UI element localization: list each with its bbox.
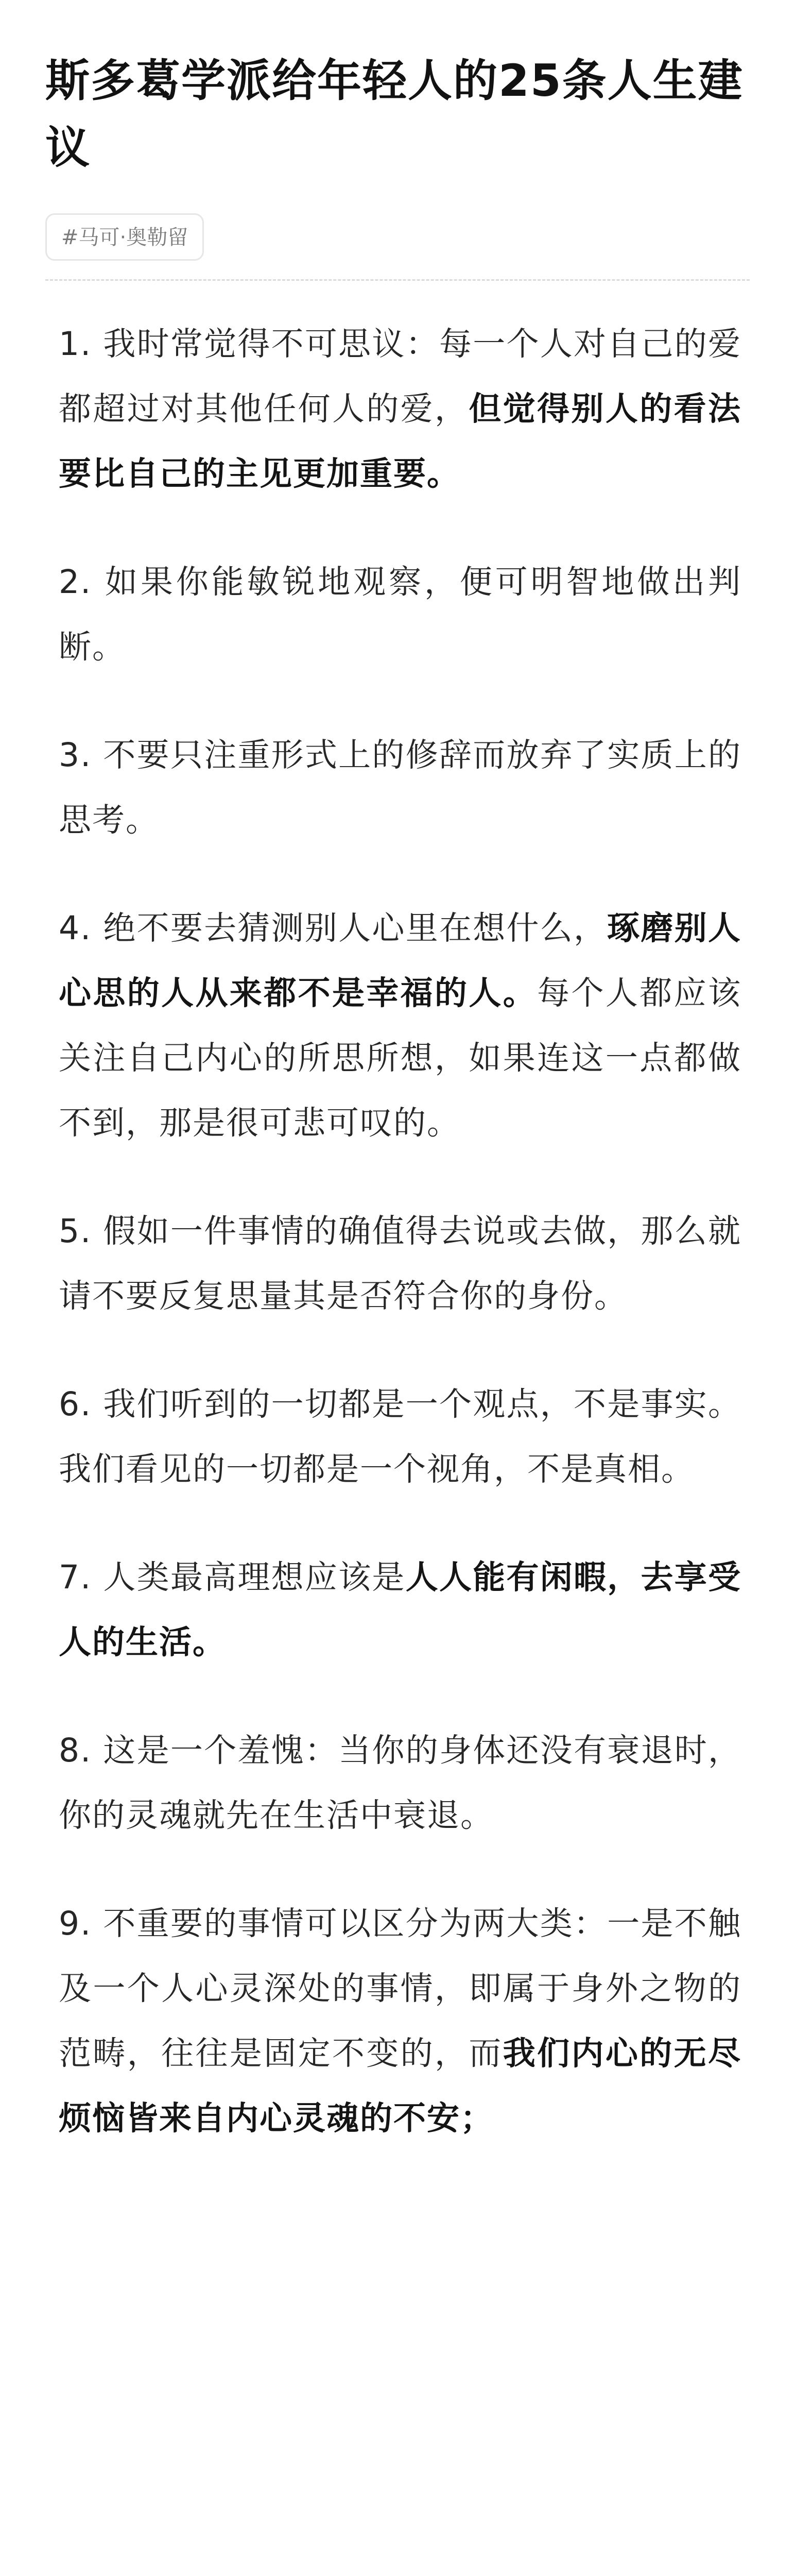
paragraph-text: 8. 这是一个羞愧：当你的身体还没有衰退时，你的灵魂就先在生活中衰退。 [59,1732,741,1834]
paragraph-bold-text: 但觉得别人的看法要比自己的主见更加重要。 [59,390,742,493]
paragraph-text: 7. 人类最高理想应该是 [59,1558,406,1596]
article-content [45,312,750,2151]
paragraph-9 [59,1891,741,2151]
paragraph-bold-text: 琢磨别人心思的人从来都不是幸福的人。 [59,909,742,1012]
paragraph-8 [59,1718,741,1848]
paragraph-6 [59,1372,741,1502]
article-title: 斯多葛学派给年轻人的25条人生建议 [45,55,744,174]
paragraph-2 [59,550,741,680]
divider [45,279,750,281]
paragraph-5 [59,1199,741,1329]
paragraph-text: 1. 我时常觉得不可思议：每一个人对自己的爱都超过对其他任何人的爱， [59,325,741,428]
topic-tag[interactable]: #马可·奥勒留 [45,213,204,261]
paragraph-bold-text: 人人能有闲暇，去享受人的生活。 [59,1558,742,1661]
paragraph-text: 2. 如果你能敏锐地观察，便可明智地做出判断。 [59,563,741,666]
paragraph-1 [59,312,741,506]
paragraph-3 [59,723,741,853]
paragraph-text: 5. 假如一件事情的确值得去说或去做，那么就请不要反复思量其是否符合你的身份。 [59,1212,741,1315]
paragraph-text: 每个人都应该关注自己内心的所思所想，如果连这一点都做不到，那是很可悲可叹的。 [59,974,742,1142]
paragraph-4 [59,896,741,1156]
tag-row [45,213,750,261]
paragraph-text: 9. 不重要的事情可以区分为两大类：一是不触及一个人心灵深处的事情，即属于身外之物的范畴，往往是固定不变的，而 [59,1905,741,2072]
paragraph-text: 6. 我们听到的一切都是一个观点，不是事实。我们看见的一切都是一个视角，不是真相。 [59,1385,741,1488]
paragraph-bold-text: 我们内心的无尽烦恼皆来自内心灵魂的不安； [59,2035,742,2137]
paragraph-text: 4. 绝不要去猜测别人心里在想什么， [59,909,608,947]
paragraph-7 [59,1545,741,1675]
paragraph-text: 3. 不要只注重形式上的修辞而放弃了实质上的思考。 [59,736,741,839]
